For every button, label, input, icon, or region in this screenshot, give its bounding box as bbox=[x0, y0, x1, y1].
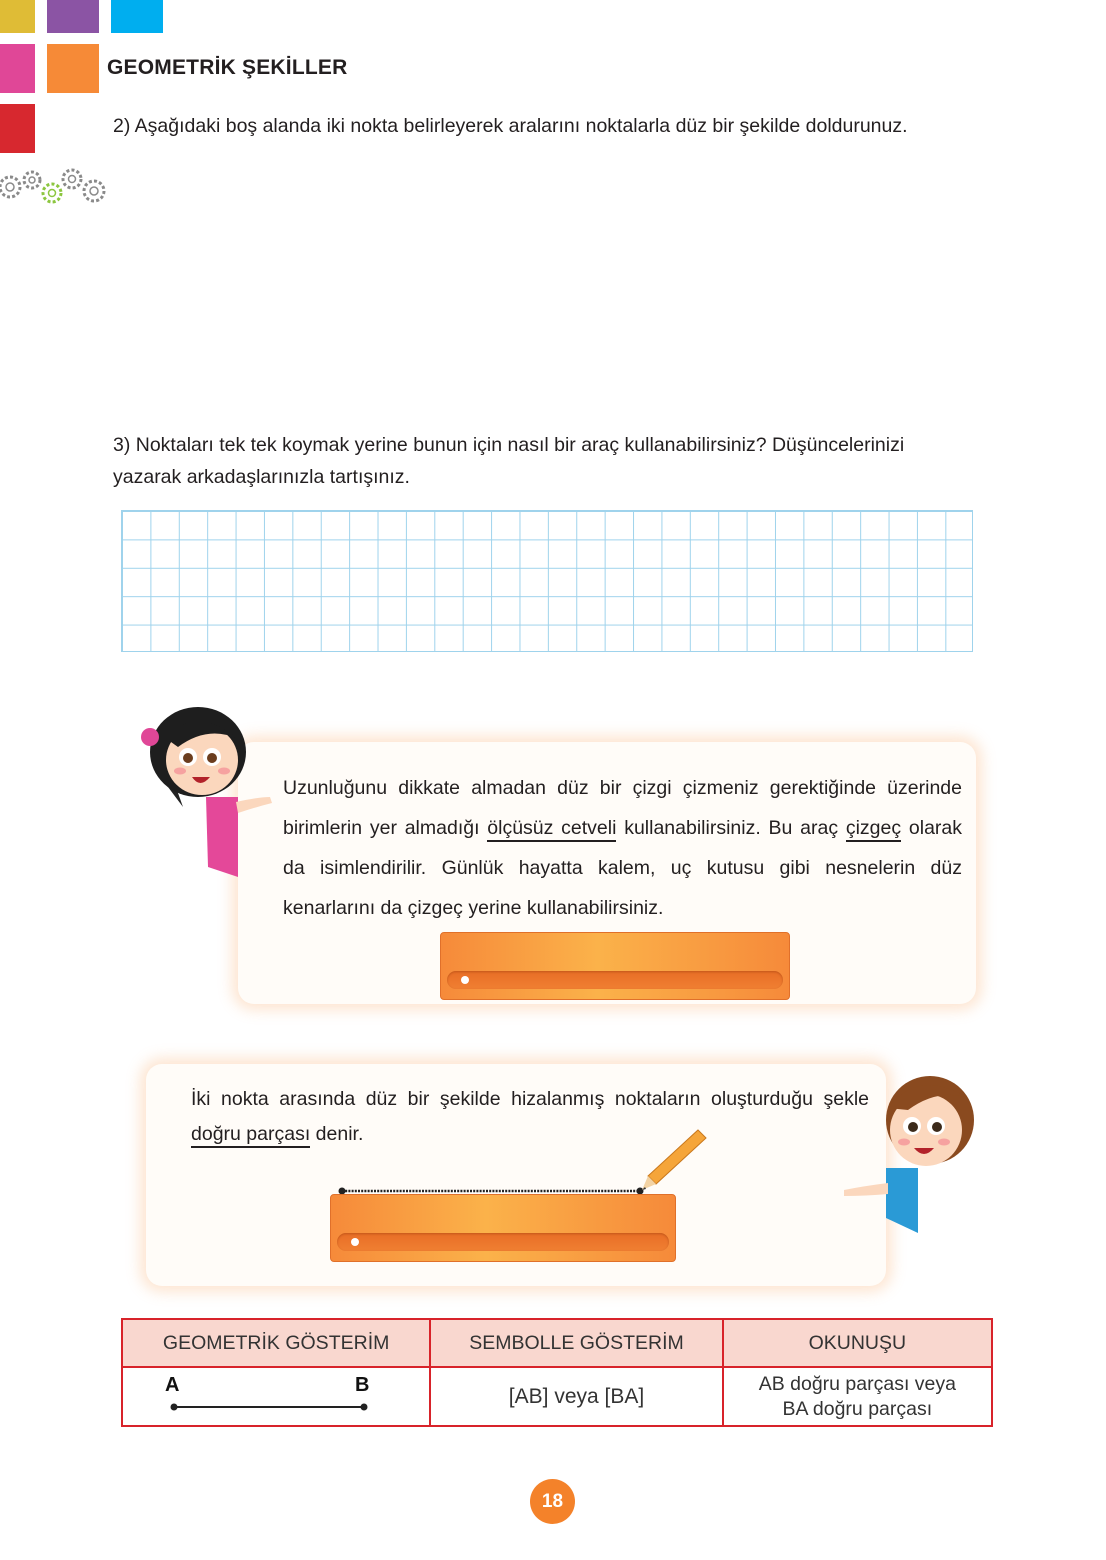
info-text-ruler-part-3: olarak da isimlendirilir. Günlük hayatta kalem, uç kutusu gibi nesnelerin düz kenarlarını da çizgeç yerine kullanabilirsiniz. bbox=[283, 817, 963, 919]
color-square-pink bbox=[0, 44, 35, 93]
geometric-cell bbox=[122, 1367, 430, 1426]
info-text-ruler bbox=[283, 768, 962, 928]
girl-character-icon bbox=[138, 697, 278, 877]
reading-line-1: AB doğru parçası veya bbox=[758, 1372, 956, 1395]
question-3 bbox=[113, 429, 1003, 493]
page-number: 18 bbox=[530, 1479, 575, 1524]
unscaled-ruler-term: ölçüsüz cetveli bbox=[487, 817, 616, 842]
color-square-orange bbox=[47, 44, 99, 93]
info-text-segment-part-1: İki nokta arasında düz bir şekilde hizalanmış noktaların oluşturduğu şekle bbox=[191, 1088, 869, 1110]
line-segment-term: doğru parçası bbox=[191, 1123, 310, 1148]
info-text-segment bbox=[191, 1082, 869, 1152]
table-header-row bbox=[122, 1319, 992, 1367]
notation-table bbox=[121, 1318, 993, 1427]
ruler-illustration bbox=[440, 932, 790, 1000]
reading-line-2: BA doğru parçası bbox=[782, 1397, 933, 1420]
page-title: GEOMETRİK ŞEKİLLER bbox=[107, 56, 348, 79]
ruler-illustration-2 bbox=[330, 1194, 676, 1262]
table-header-symbol: SEMBOLLE GÖSTERİM bbox=[430, 1319, 722, 1367]
info-text-segment-part-2: denir. bbox=[310, 1123, 364, 1145]
color-square-red bbox=[0, 104, 35, 153]
table-header-geometric: GEOMETRİK GÖSTERİM bbox=[122, 1319, 430, 1367]
reading-cell bbox=[723, 1367, 992, 1426]
info-text-ruler-part-2: kullanabilirsiniz. Bu araç bbox=[616, 817, 846, 839]
question-3-line-1: 3) Noktaları tek tek koymak yerine bunun için nasıl bir araç kullanabilirsiniz? Düşüncelerinizi bbox=[113, 434, 905, 456]
table-header-reading: OKUNUŞU bbox=[723, 1319, 992, 1367]
question-2: 2) Aşağıdaki boş alanda iki nokta belirleyerek aralarını noktalarla düz bir şekilde doldurunuz. bbox=[113, 115, 908, 137]
color-square-purple bbox=[47, 0, 99, 33]
ruler-hole-icon-2 bbox=[351, 1238, 359, 1246]
color-square-blue bbox=[111, 0, 163, 33]
info-text-ruler-part-1: Uzunluğunu dikkate almadan düz bir çizgi çizmeniz gerektiğinde üzerinde birimlerin yer almadığı bbox=[283, 777, 962, 839]
straightedge-term: çizgeç bbox=[846, 817, 901, 842]
answer-grid[interactable] bbox=[121, 510, 973, 652]
color-square-yellow bbox=[0, 0, 35, 33]
point-b-label: B bbox=[355, 1374, 370, 1396]
table-row bbox=[122, 1367, 992, 1426]
symbol-cell: [AB] veya [BA] bbox=[430, 1367, 722, 1426]
segment-ab-icon bbox=[169, 1402, 369, 1412]
question-3-line-2: yazarak arkadaşlarınızla tartışınız. bbox=[113, 466, 410, 488]
ruler-hole-icon bbox=[461, 976, 469, 984]
gears-icon bbox=[0, 165, 112, 211]
point-a-label: A bbox=[165, 1374, 180, 1396]
pencil-icon bbox=[636, 1128, 710, 1194]
